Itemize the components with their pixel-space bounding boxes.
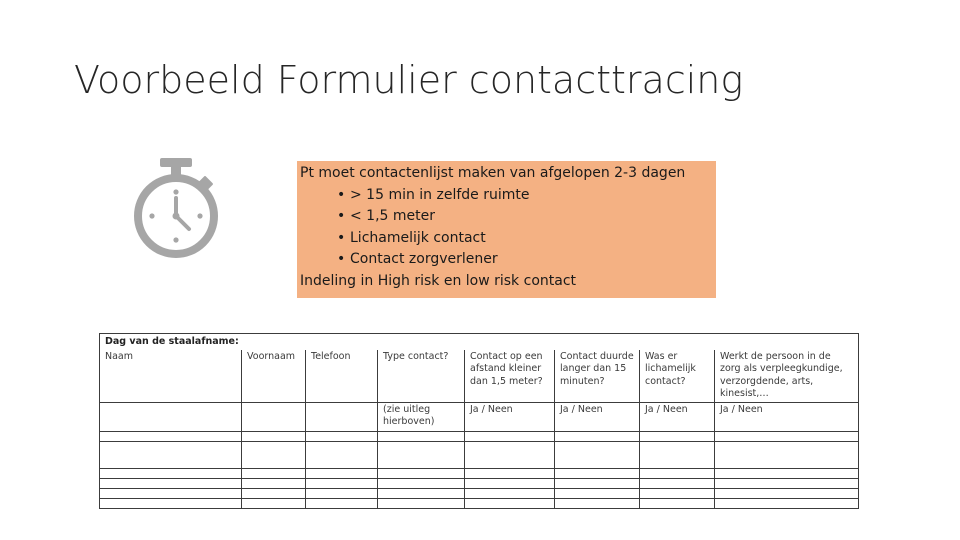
empty-cell[interactable] — [242, 478, 306, 488]
criteria-list — [300, 185, 712, 271]
empty-cell[interactable] — [100, 468, 242, 478]
table-row — [100, 468, 859, 478]
empty-cell[interactable] — [100, 431, 242, 441]
form-title-row — [100, 334, 859, 350]
hint-cell: Ja / Neen — [465, 402, 555, 431]
empty-cell[interactable] — [465, 488, 555, 498]
callout-intro: Pt moet contactenlijst maken van afgelopen 2-3 dagen — [300, 165, 686, 181]
empty-cell[interactable] — [640, 498, 715, 508]
empty-cell[interactable] — [306, 431, 378, 441]
empty-cell[interactable] — [640, 488, 715, 498]
empty-cell[interactable] — [306, 488, 378, 498]
criteria-item: • > 15 min in zelfde ruimte — [337, 186, 530, 203]
empty-cell[interactable] — [100, 478, 242, 488]
contact-tracing-form — [99, 333, 859, 509]
hint-cell: Ja / Neen — [555, 402, 640, 431]
empty-cell[interactable] — [378, 441, 465, 468]
table-row — [100, 488, 859, 498]
empty-cell[interactable] — [378, 468, 465, 478]
criteria-item: • Lichamelijk contact — [337, 229, 486, 246]
empty-cell[interactable] — [715, 488, 859, 498]
hint-cell: Ja / Neen — [640, 402, 715, 431]
empty-cell[interactable] — [715, 478, 859, 488]
empty-cell[interactable] — [465, 431, 555, 441]
table-row — [100, 498, 859, 508]
hint-cell — [306, 402, 378, 431]
column-header: Was er lichamelijk contact? — [640, 350, 715, 403]
criteria-item: • Contact zorgverlener — [337, 251, 498, 268]
empty-cell[interactable] — [306, 468, 378, 478]
empty-cell[interactable] — [465, 468, 555, 478]
empty-cell[interactable] — [378, 478, 465, 488]
empty-cell[interactable] — [555, 468, 640, 478]
form-hint-row — [100, 402, 859, 431]
table-row — [100, 478, 859, 488]
empty-cell[interactable] — [465, 441, 555, 468]
hint-cell: (zie uitleg hierboven) — [378, 402, 465, 431]
form-header-row — [100, 350, 859, 403]
empty-cell[interactable] — [378, 498, 465, 508]
criteria-item: • < 1,5 meter — [337, 208, 436, 225]
empty-cell[interactable] — [100, 488, 242, 498]
empty-cell[interactable] — [306, 478, 378, 488]
column-header: Telefoon — [306, 350, 378, 403]
hint-cell — [242, 402, 306, 431]
column-header: Type contact? — [378, 350, 465, 403]
empty-cell[interactable] — [242, 498, 306, 508]
hint-cell: Ja / Neen — [715, 402, 859, 431]
contact-criteria-callout — [297, 161, 716, 298]
column-header: Contact op een afstand kleiner dan 1,5 meter? — [465, 350, 555, 403]
empty-cell[interactable] — [640, 441, 715, 468]
column-header: Voornaam — [242, 350, 306, 403]
empty-cell[interactable] — [100, 441, 242, 468]
empty-cell[interactable] — [306, 441, 378, 468]
stopwatch-icon — [128, 156, 224, 262]
column-header: Werkt de persoon in de zorg als verpleegkundige, verzorgdende, arts, kinesist,… — [715, 350, 859, 403]
empty-cell[interactable] — [555, 488, 640, 498]
empty-cell[interactable] — [555, 478, 640, 488]
empty-cell[interactable] — [715, 431, 859, 441]
empty-cell[interactable] — [242, 468, 306, 478]
empty-cell[interactable] — [242, 431, 306, 441]
empty-cell[interactable] — [715, 498, 859, 508]
table-row — [100, 441, 859, 468]
empty-cell[interactable] — [715, 468, 859, 478]
callout-outro: Indeling in High risk en low risk contact — [300, 272, 577, 289]
empty-cell[interactable] — [306, 498, 378, 508]
column-header: Contact duurde langer dan 15 minuten? — [555, 350, 640, 403]
empty-cell[interactable] — [715, 441, 859, 468]
slide-title: Voorbeeld Formulier contacttracing — [74, 58, 744, 102]
empty-cell[interactable] — [465, 478, 555, 488]
empty-cell[interactable] — [640, 478, 715, 488]
empty-cell[interactable] — [640, 468, 715, 478]
form-title: Dag van de staalafname: — [100, 334, 859, 350]
empty-cell[interactable] — [555, 431, 640, 441]
empty-cell[interactable] — [555, 498, 640, 508]
empty-cell[interactable] — [465, 498, 555, 508]
hint-cell — [100, 402, 242, 431]
table-row — [100, 431, 859, 441]
empty-cell[interactable] — [378, 431, 465, 441]
empty-cell[interactable] — [640, 431, 715, 441]
empty-cell[interactable] — [378, 488, 465, 498]
column-header: Naam — [100, 350, 242, 403]
empty-cell[interactable] — [242, 441, 306, 468]
empty-cell[interactable] — [242, 488, 306, 498]
empty-cell[interactable] — [100, 498, 242, 508]
empty-cell[interactable] — [555, 441, 640, 468]
